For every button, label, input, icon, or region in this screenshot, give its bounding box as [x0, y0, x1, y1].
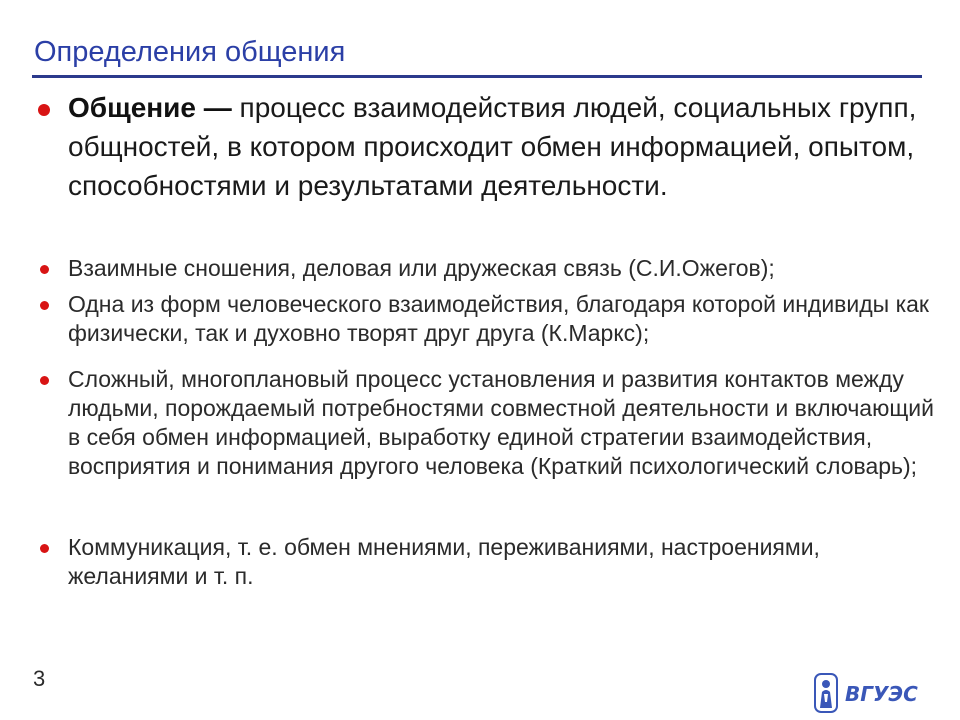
definition-body: процесс взаимодействия людей, социальных групп, общностей, в котором происходит обмен информацией, опытом, способностями и результатами деятельности. [68, 92, 917, 201]
title-divider [32, 75, 922, 78]
definition-main [68, 88, 928, 205]
definition-term: Общение — [68, 92, 232, 123]
bullet-icon [40, 544, 49, 553]
university-logo-icon [812, 668, 927, 716]
bullet-icon [40, 301, 49, 310]
logo-lettering: ВГУЭС [845, 682, 918, 706]
definition-ozhegov: Взаимные сношения, деловая или дружеская связь (С.И.Ожегов); [68, 255, 775, 281]
page-number: 3 [33, 666, 46, 691]
slide-title: Определения общения [34, 36, 346, 68]
definition-communication: Коммуникация, т. е. обмен мнениями, переживаниями, настроениями, желаниями и т. п. [68, 534, 820, 589]
bullet-icon [40, 265, 49, 274]
definition-marx: Одна из форм человеческого взаимодействия, благодаря которой индивиды как физически, так и духовно творят друг друга (К.Маркс); [68, 291, 929, 346]
definition-psych-dictionary: Сложный, многоплановый процесс установления и развития контактов между людьми, порождаемый потребностями совместной деятельности и включающий в себя обмен информацией, выработку единой стратегии взаимодействия, восприятия и понимания другого человека (Краткий психологический словарь); [68, 366, 934, 479]
bullet-icon [40, 376, 49, 385]
bullet-icon [38, 104, 50, 116]
